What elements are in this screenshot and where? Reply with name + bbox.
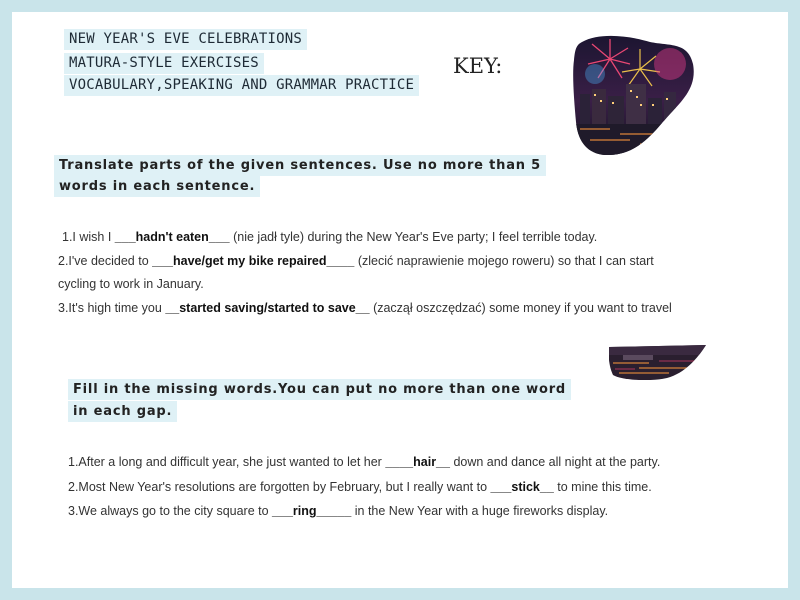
answer: ___ring_____ [272,504,352,518]
section1-sentence-2: 2.I've decided to ___have/get my bike repaired____ (zlecić naprawienie mojego roweru) so that I can start [58,254,654,268]
section1-sentence-1: 1.I wish I ___hadn't eaten___ (nie jadł tyle) during the New Year's Eve party; I feel terrible today. [62,230,598,244]
answer: ____hair__ [385,455,450,469]
section2-sentence-2: 2.Most New Year's resolutions are forgotten by February, but I really want to ___stick__ to mine this time. [68,480,652,494]
section2-sentence-1: 1.After a long and difficult year, she just wanted to let her ____hair__ down and dance all night at the party. [68,455,661,469]
section1-heading-line-1: Translate parts of the given sentences. Use no more than 5 [54,155,546,176]
section2-heading-line-2: in each gap. [68,401,177,422]
title-line-2: MATURA-STYLE EXERCISES [64,53,264,74]
section1-heading-line-2: words in each sentence. [54,176,260,197]
worksheet-page [12,12,788,588]
key-label: KEY: [453,54,503,78]
fireworks-city-photo [570,34,695,156]
title-line-1: NEW YEAR'S EVE CELEBRATIONS [64,29,307,50]
answer: ___hadn't eaten___ [114,230,230,244]
answer: __started saving/started to save__ [165,301,370,315]
title-line-3: VOCABULARY,SPEAKING AND GRAMMAR PRACTICE [64,75,419,96]
section2-heading-line-1: Fill in the missing words.You can put no more than one word [68,379,571,400]
section1-sentence-2-continuation: cycling to work in January. [58,277,204,291]
answer: ___stick__ [490,480,554,494]
answer: ___have/get my bike repaired____ [152,254,355,268]
section2-sentence-3: 3.We always go to the city square to ___ring_____ in the New Year with a huge fireworks display. [68,504,609,518]
section1-sentence-3: 3.It's high time you __started saving/started to save__ (zaczął oszczędzać) some money if you want to travel [58,301,672,315]
city-night-photo [609,345,706,380]
